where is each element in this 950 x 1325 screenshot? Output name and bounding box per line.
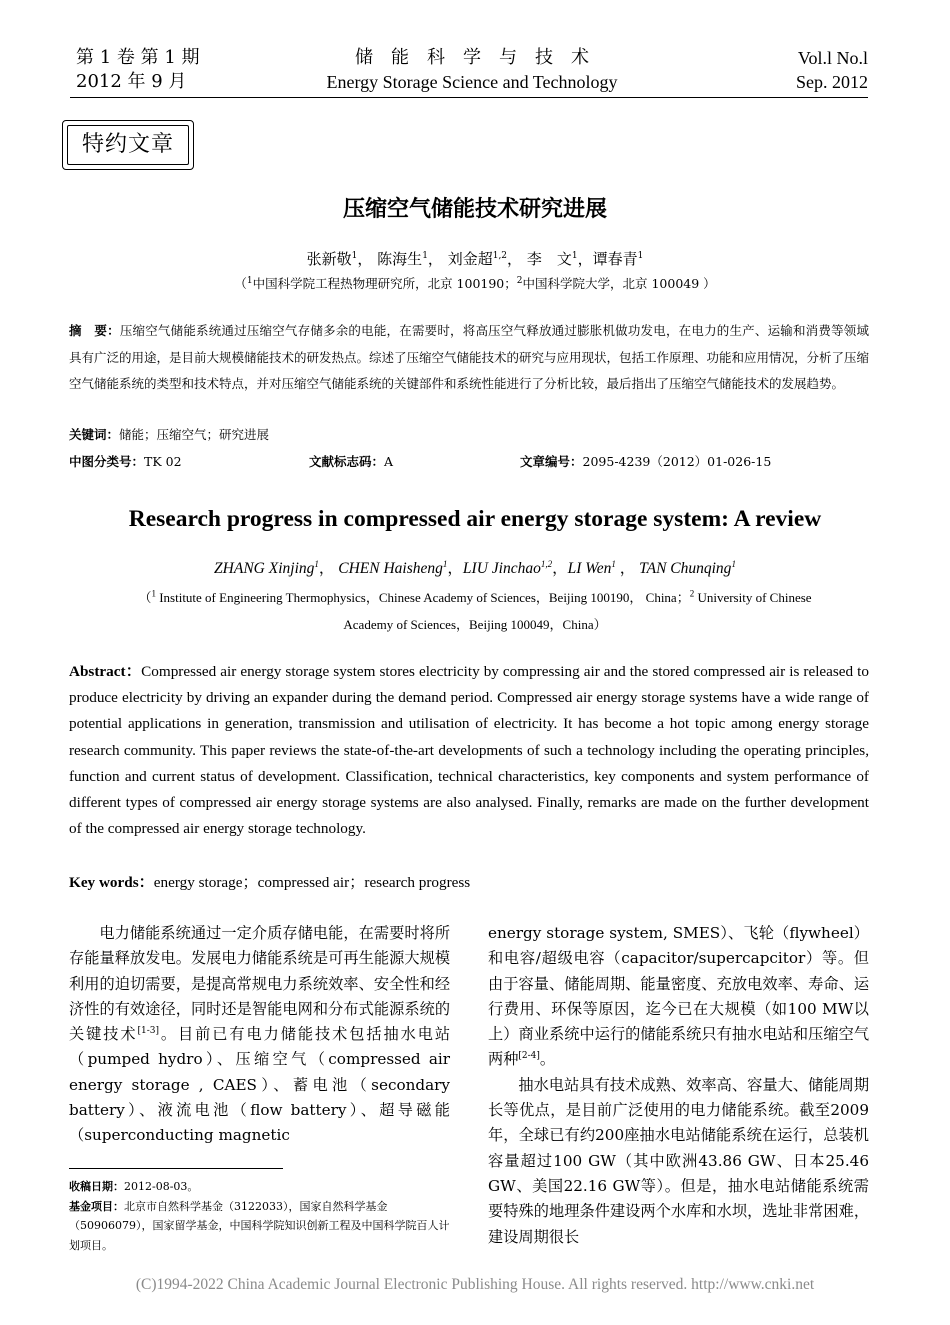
- affiliation-2: University of Chinese: [694, 590, 812, 605]
- affil-open: （: [234, 276, 247, 291]
- volume-number-en: Vol.l No.l: [797, 48, 868, 68]
- abstract-text: 压缩空气储能系统通过压缩空气存储多余的电能，在需要时，将高压空气释放通过膨胀机做功发电，在电力的生产、运输和消费等领域具有广泛的用途，是目前大规模储能技术的研发热点。综述了压缩空气储能技术的研究与应用现状，包括工作原理、功能和应用情况，分析了压缩空气储能系统的类型和技术特点，并对压缩空气储能系统的关键部件和系统性能进行了分析比较，最后指出了压缩空气储能技术的发展趋势。: [69, 323, 870, 391]
- badge-label: 特约文章: [67, 125, 189, 165]
- english-abstract: [69, 659, 869, 842]
- header-right: [796, 46, 868, 94]
- paragraph-text: 。: [539, 1050, 556, 1069]
- author-sup: 1: [571, 251, 578, 261]
- citation: [1-3]: [137, 1026, 159, 1037]
- keywords-label: 关键词：: [69, 427, 120, 442]
- chinese-abstract: [69, 318, 869, 398]
- funding: [69, 1197, 450, 1256]
- header-center: [76, 46, 868, 94]
- author-sep: ，: [318, 560, 335, 577]
- affil-sup: 2: [516, 275, 523, 286]
- journal-title-en: Energy Storage Science and Technology: [326, 72, 618, 92]
- author-name: ZHANG Xinjing: [214, 560, 315, 577]
- received-value: 2012-08-03。: [124, 1180, 199, 1193]
- paragraph-text: 电力储能系统通过一定介质存储电能，在需要时将所存能量释放发电。发展电力储能系统是可再生能源大规模利用的迫切需要，是提高常规电力系统效率、安全性和经济性的有效途径，同时还是智能电网和分布式能源系统的关键技术: [69, 924, 450, 1044]
- affiliation-1: Institute of Engineering Thermophysics，Chinese Academy of Sciences，Beijing 100190， China；: [155, 590, 690, 605]
- affiliation-2: 中国科学院大学，北京 100049 ）: [522, 276, 716, 291]
- author-name: LIU Jinchao: [462, 560, 541, 577]
- author-name: LI Wen: [567, 560, 612, 577]
- english-title: Research progress in compressed air energy storage system: A review: [128, 506, 822, 532]
- body-paragraph: [488, 921, 869, 1073]
- clc-label: 中图分类号：: [69, 454, 145, 469]
- body-left-column: [69, 921, 450, 1149]
- affil-open: （: [138, 590, 152, 605]
- paragraph-text: energy storage system, SMES）、飞轮（flywheel）和电容/超级电容（capacitor/supercapcitor）等。但由于容量、储能周期、能量密度、充放电效率、寿命、运行费用、环保等原因，迄今已在大规模（如100 MW以上）商业系统中运行的储能系统只有抽水电站和压缩空气两种: [488, 924, 869, 1069]
- author-sep: ，: [615, 560, 636, 577]
- affiliation-line-2: Academy of Sciences，Beijing 100049，China）: [343, 617, 607, 632]
- chinese-authors: 张新敬$^1$， 陈海生$^1$， 刘金超$^{1,2}$， 李 文$^1$，谭春青$^1$: [306, 250, 644, 268]
- running-header: [76, 46, 868, 98]
- chinese-title: 压缩空气储能技术研究进展: [342, 197, 607, 222]
- author-sup: 1,2: [540, 558, 553, 569]
- funding-text: 北京市自然科学基金（3122033），国家自然科学基金（50906079），国家留学基金，中国科学院知识创新工程及中国科学院百人计划项目。: [69, 1199, 450, 1252]
- keywords-text: energy storage；compressed air；research progress: [153, 874, 471, 891]
- doc-value: A: [384, 454, 394, 469]
- author-name: 谭春青: [592, 250, 638, 268]
- issue-date: 2012 年 9 月: [76, 71, 187, 92]
- author-sup: 1,2: [492, 251, 508, 261]
- affil-sup: 1: [246, 275, 253, 286]
- author-name: TAN Chunqing: [639, 560, 732, 577]
- author-name: 张新敬: [306, 250, 352, 268]
- keywords-text: 储能；压缩空气；研究进展: [119, 427, 270, 442]
- author-sup: 1: [351, 251, 358, 261]
- body-paragraph: 抽水电站具有技术成熟、效率高、容量大、储能周期长等优点，是目前广泛使用的电力储能系统。截至2009年，全球已有约200座抽水电站储能系统在运行，总装机容量超过100 GW（其中欧洲43.86 GW、日本25.46 GW、美国22.16 GW等）。但是，抽水电站储能系统需要特殊的地理条件建设两个水库和水坝，选址非常困难，建设周期很长: [488, 1075, 869, 1246]
- author-sup: 1: [637, 251, 644, 261]
- paragraph-text: 。目前已有电力储能技术包括抽水电站（pumped hydro）、压缩空气（compressed air energy storage , CAES）、蓄电池（secondary battery）、液流电池（flow battery）、超导磁能（superconducting magnetic: [69, 1025, 451, 1145]
- header-rule: [70, 97, 868, 98]
- abstract-label: Abstract：: [69, 663, 142, 680]
- author-name: 李 文: [526, 250, 572, 268]
- body-paragraph: [69, 921, 450, 1149]
- author-name: 陈海生: [377, 250, 423, 268]
- classification-row: [69, 451, 869, 473]
- clc-value: TK 02: [144, 454, 182, 469]
- author-sup: 1: [422, 251, 428, 261]
- footnote: [69, 1177, 450, 1255]
- doc-label: 文献标志码：: [309, 454, 385, 469]
- author-sup: 1: [731, 558, 736, 569]
- author-sep: ，: [447, 560, 463, 577]
- footnote-rule: [69, 1168, 283, 1169]
- journal-title-cn: 储 能 科 学 与 技 术: [355, 47, 589, 68]
- article-number: [520, 451, 771, 473]
- article-value: 2095-4239（2012）01-026-15: [582, 454, 772, 469]
- affil-sup: 1: [151, 588, 156, 599]
- volume-issue: 第 1 卷 第 1 期: [76, 47, 200, 68]
- received-date: [69, 1177, 450, 1197]
- author-name: CHEN Haisheng: [338, 560, 443, 577]
- english-authors: [0, 557, 950, 581]
- citation: [2-4]: [518, 1051, 540, 1062]
- article-label: 文章编号：: [520, 454, 583, 469]
- chinese-affiliations: [0, 274, 950, 294]
- english-affiliations: [85, 584, 865, 638]
- clc-number: [69, 451, 182, 473]
- author-sup: 1: [442, 558, 448, 569]
- author-sup: 1: [611, 558, 616, 569]
- author-name: 刘金超: [447, 250, 493, 268]
- abstract-label: 摘 要：: [69, 323, 120, 338]
- keywords-label: Key words：: [69, 874, 154, 891]
- english-keywords: [69, 870, 869, 896]
- body-right-column: [488, 921, 869, 1250]
- date-en: Sep. 2012: [796, 72, 868, 92]
- chinese-keywords: [69, 424, 869, 446]
- funding-label: 基金项目：: [69, 1199, 124, 1213]
- doc-code: [309, 451, 393, 473]
- affiliation-line-1: [85, 584, 865, 611]
- affil-sup: 2: [689, 588, 695, 599]
- affiliation-1: 中国科学院工程热物理研究所，北京 100190；: [252, 276, 517, 291]
- abstract-text: Compressed air energy storage system stores electricity by compressing air and the stored compressed air is released to produce electricity by driving an expander during the demand period. Compressed air energy storage systems have a wide range of potential applications in generation, transmission and utilisation of electricity. It has become a hot topic among energy storage research community. This paper reviews the state-of-the-art developments of such a technology including the operating principles, function and current status of development. Classification, technical characteristics, key components and system performance of different types of compressed air energy storage systems are also analysed. Finally, remarks are made on the further development of the compressed air energy storage technology.: [69, 663, 869, 838]
- author-sep: ，: [552, 560, 568, 577]
- special-article-badge: [62, 120, 194, 170]
- author-sup: 1: [314, 558, 319, 569]
- received-label: 收稿日期：: [69, 1180, 124, 1193]
- copyright-footer: (C)1994-2022 China Academic Journal Electronic Publishing House. All rights reserved. http://www.cnki.net: [135, 1276, 815, 1293]
